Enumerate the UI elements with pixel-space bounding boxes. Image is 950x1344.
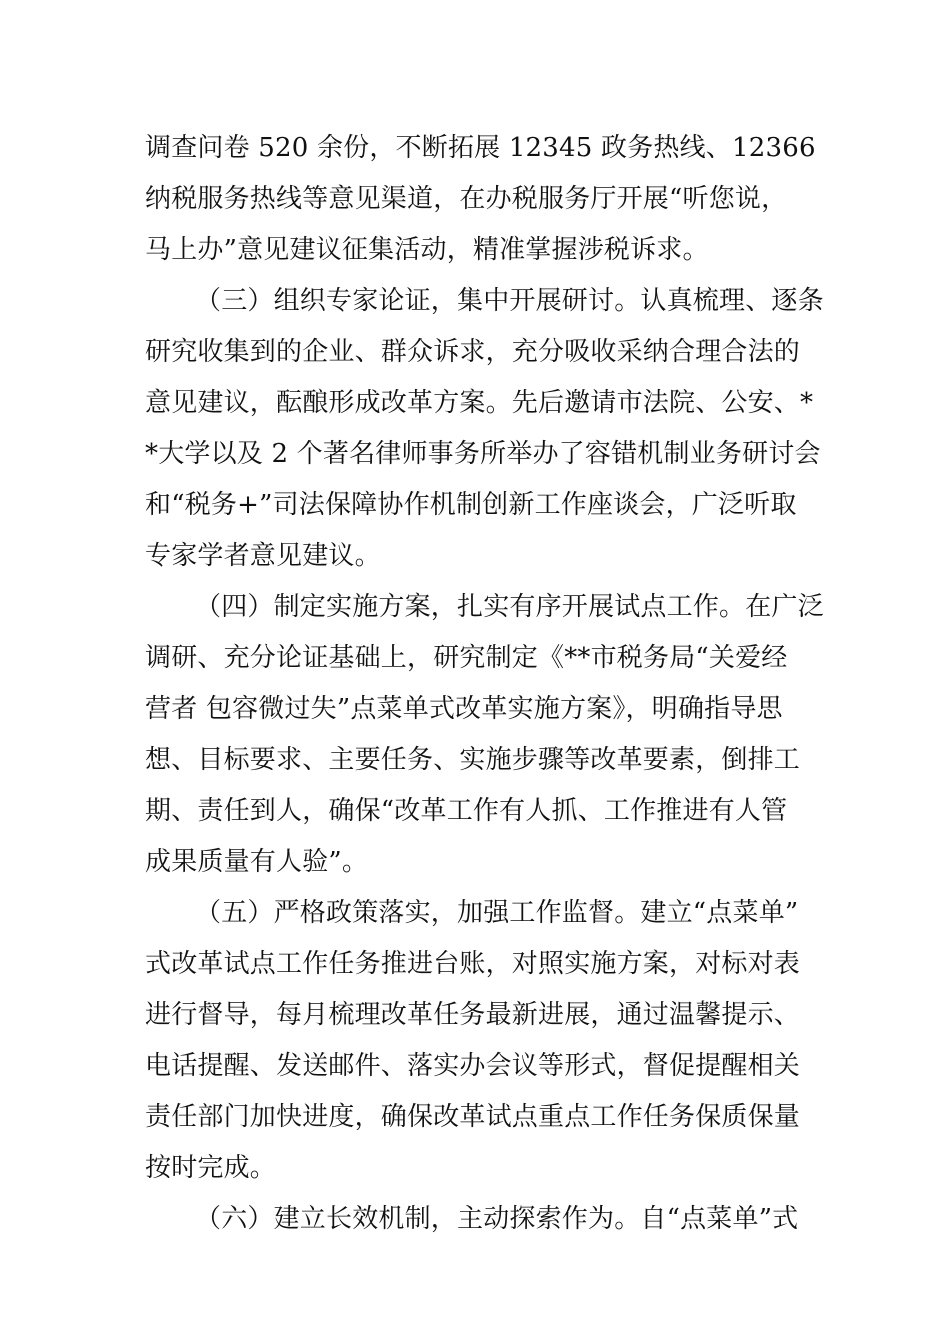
text-line: 专家学者意见建议。 bbox=[145, 541, 381, 571]
text-line: 电话提醒、发送邮件、落实办会议等形式，督促提醒相关 bbox=[145, 1051, 801, 1081]
text-line: 式改革试点工作任务推进台账，对照实施方案，对标对表 bbox=[145, 949, 801, 979]
text-line: 成果质量有人验”。 bbox=[145, 847, 369, 877]
paragraph-heading-3: （三）组织专家论证，集中开展研讨。认真梳理、逐条 bbox=[195, 286, 824, 316]
text-line: 按时完成。 bbox=[145, 1153, 277, 1183]
text-line: 研究收集到的企业、群众诉求，充分吸收采纳合理合法的 bbox=[145, 337, 801, 367]
text-line: 纳税服务热线等意见渠道，在办税服务厅开展“听您说， bbox=[145, 184, 788, 214]
text-line: *大学以及 2 个著名律师事务所举办了容错机制业务研讨会 bbox=[145, 439, 821, 469]
text-line: 调查问卷 520 余份，不断拓展 12345 政务热线、12366 bbox=[145, 133, 816, 163]
text-line: 期、责任到人，确保“改革工作有人抓、工作推进有人管 bbox=[145, 796, 788, 826]
paragraph-heading-6: （六）建立长效机制，主动探索作为。自“点菜单”式 bbox=[195, 1204, 799, 1234]
text-line: 进行督导，每月梳理改革任务最新进展，通过温馨提示、 bbox=[145, 1000, 801, 1030]
text-line: 责任部门加快进度，确保改革试点重点工作任务保质保量 bbox=[145, 1102, 801, 1132]
text-line: 营者 包容微过失”点菜单式改革实施方案》，明确指导思 bbox=[145, 694, 783, 724]
text-line: 和“税务+”司法保障协作机制创新工作座谈会，广泛听取 bbox=[145, 490, 797, 520]
text-line: 马上办”意见建议征集活动，精准掌握涉税诉求。 bbox=[145, 235, 709, 265]
text-line: 想、目标要求、主要任务、实施步骤等改革要素，倒排工 bbox=[145, 745, 801, 775]
text-line: 意见建议，酝酿形成改革方案。先后邀请市法院、公安、* bbox=[145, 388, 814, 418]
paragraph-heading-5: （五）严格政策落实，加强工作监督。建立“点菜单” bbox=[195, 898, 799, 928]
paragraph-heading-4: （四）制定实施方案，扎实有序开展试点工作。在广泛 bbox=[195, 592, 824, 622]
text-line: 调研、充分论证基础上，研究制定《**市税务局“关爱经 bbox=[145, 643, 788, 673]
